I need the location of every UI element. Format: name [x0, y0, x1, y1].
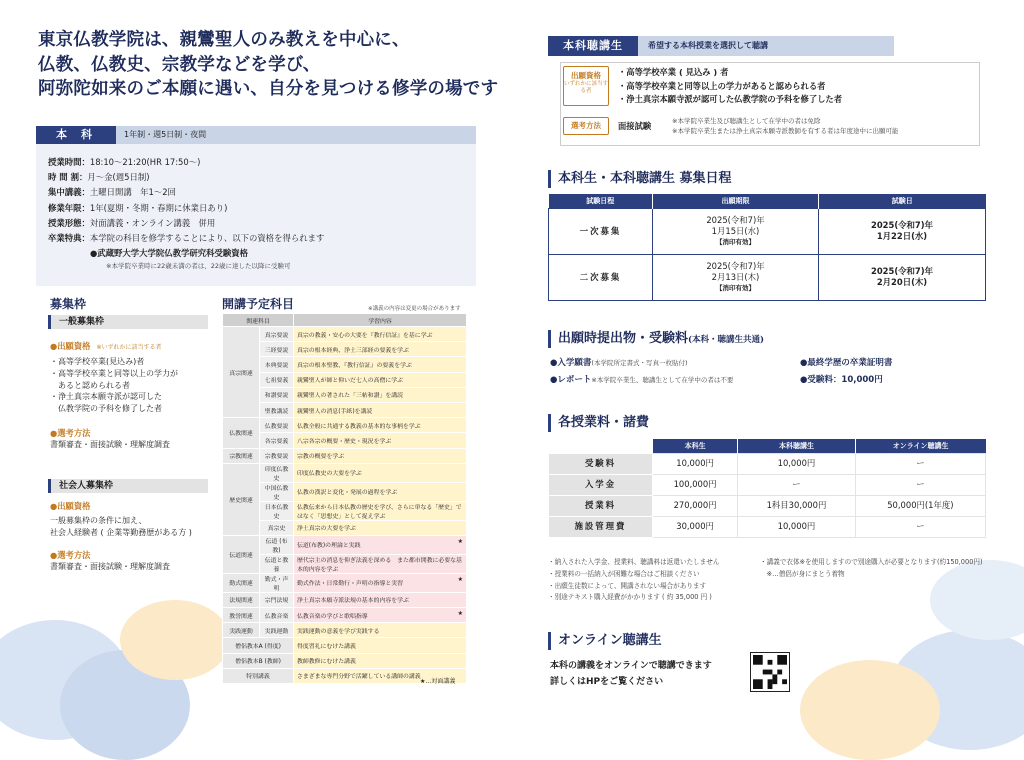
schedule-name: 二次募集 — [549, 254, 653, 300]
fees-title: 各授業料・諸費 — [548, 414, 649, 432]
course-description — [294, 387, 467, 402]
schedule-header: 出願期限 — [653, 194, 819, 208]
course-row — [223, 501, 467, 520]
course-description-text: 仏教の漢訳と変化・発展の過程を学ぶ — [297, 490, 398, 497]
course-subject: 真宗史 — [260, 520, 294, 535]
course-row — [223, 433, 467, 448]
course-description-text: 真宗の教義・安心の大要を『教行信証』を基に学ぶ — [297, 332, 433, 339]
course-description — [294, 433, 467, 448]
schedule-header-row — [549, 194, 986, 208]
course-description-text: 印度仏教史の大要を学ぶ — [297, 471, 362, 478]
deadline-date: 1月15日(水) — [711, 225, 760, 236]
fees-value: ー — [738, 474, 856, 495]
course-description-text: 仏教音楽の学びと歌唱指導 — [297, 613, 368, 620]
course-description-text: 実践運動の意義を学び実践する — [297, 628, 380, 635]
courses-header: 関連科目 — [223, 314, 294, 327]
general-method: 書類審査・面接試験・理解度調査 — [50, 439, 170, 449]
schedule-exam-date — [819, 254, 986, 300]
honka-row: 時 間 割：月〜金(週5日制) — [48, 172, 150, 183]
course-row — [223, 573, 467, 592]
boshu-title: 募集枠 — [50, 297, 87, 311]
submission-item — [550, 356, 688, 368]
choukou-subtitle: 希望する本科授業を選択して聴講 — [648, 41, 768, 50]
course-subject: 実践運動 — [260, 623, 294, 638]
honka-row: 集中講義：土曜日開講 年1〜2回 — [48, 187, 176, 198]
course-description — [294, 501, 467, 520]
choukou-method-note: ※本学院卒業生または浄土真宗本願寺派教師を有する者は年度途中に出願可能 — [672, 127, 899, 135]
course-description-text: 勤式作法・日常勤行・声明の指導と実習 — [297, 581, 404, 588]
course-subject: 仏教要説 — [260, 418, 294, 433]
social-req-2: 社会人経験者 ( 企業等勤務歴がある方 ) — [50, 527, 192, 537]
schedule-name: 一次募集 — [549, 208, 653, 254]
fees-label: 受験料 — [549, 453, 653, 474]
submission-item-label: ●入学願書 — [550, 358, 592, 368]
choukou-method-notes — [672, 116, 898, 136]
course-subject: 伝道と教養 — [260, 554, 294, 573]
hero-heading — [38, 28, 508, 102]
course-row — [223, 554, 467, 573]
fees-value: ー — [855, 474, 985, 495]
deadline-stamp: 【消印有効】 — [716, 283, 755, 292]
course-row — [223, 342, 467, 357]
deadline-year: 2025(令和7)年 — [706, 214, 765, 225]
schedule-header: 試験日 — [819, 194, 986, 208]
exam-date: 2月20日(木) — [876, 277, 928, 287]
exam-year: 2025(令和7)年 — [871, 220, 933, 230]
course-description: 得度習礼にむけた講義 — [294, 638, 467, 653]
course-description — [294, 357, 467, 372]
course-group: 教誉関連 — [223, 608, 260, 623]
course-description-text: 親鸞聖人の消息(手紙)を講読 — [297, 408, 373, 415]
schedule-header: 試験日程 — [549, 194, 653, 208]
choukou-req-item: ・浄土真宗本願寺派が認可した仏教学院の予科を修了した者 — [618, 94, 843, 104]
course-group: 勤式関連 — [223, 573, 260, 592]
course-description-text: 歴代宗主の消息を仰ぎ法義を深める また都市開教に必要な基本的内容を学ぶ — [297, 557, 462, 573]
submission-item-label: ●レポート — [550, 375, 592, 385]
exam-date: 1月22日(水) — [876, 231, 928, 241]
hero-line-2: 仏教、仏教史、宗教学などを学び、 — [38, 54, 321, 75]
honka-details — [48, 155, 324, 272]
course-subject: 印度仏教史 — [260, 463, 294, 482]
submission-item: ●最終学歴の卒業証明書 — [800, 358, 893, 368]
fees-value: 10,000円 — [738, 453, 856, 474]
course-subject: 僧侶教本B (教師) — [223, 653, 294, 668]
course-row — [223, 653, 467, 668]
social-method-label: ●選考方法 — [50, 549, 91, 560]
course-row — [223, 482, 467, 501]
honka-row: 修業年限：1年(夏期・冬期・春期に休業日あり) — [48, 202, 228, 213]
fees-value: 10,000円 — [653, 453, 738, 474]
schedule-title: 本科生・本科聴講生 募集日程 — [548, 170, 732, 188]
fees-header: オンライン聴講生 — [855, 439, 985, 453]
submission-title — [548, 330, 764, 348]
course-subject: 宗門法規 — [260, 592, 294, 607]
course-subject: 真宗要説 — [260, 327, 294, 342]
course-subject: 聖教講読 — [260, 402, 294, 417]
course-description-text: 真宗の根本経典、浄土三部経の要義を学ぶ — [297, 347, 409, 354]
course-subject: 僧侶教本A (得度) — [223, 638, 294, 653]
honka-row: 授業形態：対面講義・オンライン講義 併用 — [48, 217, 216, 228]
course-row — [223, 623, 467, 638]
course-subject: 中国仏教史 — [260, 482, 294, 501]
honka-row: 卒業特典：本学院の科目を修学することにより、以下の資格を得られます — [48, 233, 325, 244]
course-description — [294, 608, 467, 623]
course-group: 伝道関連 — [223, 535, 260, 573]
social-quota-heading: 社会人募集枠 — [48, 479, 208, 493]
deadline-date: 2月13日(木) — [711, 271, 760, 282]
course-description: さまざまな専門分野で活躍している講師の講義 — [294, 668, 467, 683]
courses-header: 学習内容 — [294, 314, 467, 327]
online-line: 本科の講義をオンラインで聴講できます — [550, 661, 712, 671]
course-description — [294, 482, 467, 501]
course-description-text: 浄土真宗本願寺派法規の基本的内容を学ぶ — [297, 598, 409, 605]
star-icon: ★ — [457, 610, 463, 618]
course-description — [294, 327, 467, 342]
schedule-deadline — [653, 254, 819, 300]
courses-table — [222, 313, 467, 684]
course-description-text: 仏教伝来から日本仏教の歴史を学び、さらに単なる「歴史」ではなく「思想史」として捉え学ぶ — [297, 504, 462, 520]
course-description — [294, 402, 467, 417]
course-subject: 本典要説 — [260, 357, 294, 372]
choukou-req-tag — [563, 66, 609, 106]
course-description-text: 仏教全般に共通する教義の基本的な事柄を学ぶ — [297, 423, 421, 430]
social-quota-body — [50, 500, 220, 572]
online-text — [550, 658, 712, 690]
course-subject: 仏教音楽 — [260, 608, 294, 623]
fees-notes-right — [760, 557, 983, 581]
course-description — [294, 520, 467, 535]
course-description — [294, 448, 467, 463]
course-row — [223, 387, 467, 402]
course-description-text: 伝道(布教)の理論と実践 — [297, 543, 361, 550]
fees-label: 施設管理費 — [549, 516, 653, 537]
course-subject: 特別講義 — [223, 668, 294, 683]
course-group: 真宗関連 — [223, 327, 260, 418]
fees-header: 本科生 — [653, 439, 738, 453]
course-row — [223, 402, 467, 417]
deadline-year: 2025(令和7)年 — [706, 260, 765, 271]
course-group: 法規関連 — [223, 592, 260, 607]
course-description — [294, 623, 467, 638]
choukou-req-tag-title: 出願資格 — [571, 71, 601, 80]
honka-row: 授業時間：18:10〜21:20(HR 17:50〜) — [48, 157, 201, 167]
fees-note: ・出願生徒数によって、開講されない場合があります — [548, 581, 707, 590]
honka-qualification: ●武蔵野大学大学院仏教学研究科受験資格 — [90, 248, 249, 259]
honka-note: ※本学院卒業時に22歳未満の者は、22歳に達した以降に受験可 — [106, 262, 291, 271]
course-row — [223, 638, 467, 653]
star-note: ★…対面講義 — [420, 678, 456, 685]
general-req-item: ・浄土真宗本願寺派が認可した — [50, 392, 162, 402]
course-subject: 伝道 (布教) — [260, 535, 294, 554]
general-req-item: ・高等学校卒業と同等以上の学力が — [50, 368, 178, 378]
hero-line-3: 阿弥陀如来のご本願に遇い、自分を見つける修学の場です — [38, 79, 499, 99]
course-subject: 三経要説 — [260, 342, 294, 357]
course-group: 実践運動 — [223, 623, 260, 638]
course-row — [223, 463, 467, 482]
cloud-decoration-right-2 — [800, 660, 940, 760]
course-row — [223, 608, 467, 623]
fees-value: 1科目30,000円 — [738, 495, 856, 516]
course-row — [223, 448, 467, 463]
course-subject: 宗教要説 — [260, 448, 294, 463]
social-req-1: 一般募集枠の条件に加え、 — [50, 516, 147, 525]
submission-title-main: 出願時提出物・受験料 — [558, 331, 689, 346]
course-row — [223, 372, 467, 387]
choukou-method: 面接試験 — [618, 121, 652, 131]
course-description-text: 親鸞聖人が師と仰いだ七人の高僧に学ぶ — [297, 378, 404, 385]
fees-row — [549, 453, 986, 474]
schedule-row — [549, 208, 986, 254]
star-icon: ★ — [457, 537, 463, 545]
course-description — [294, 372, 467, 387]
courses-title: 開講予定科目 — [222, 297, 295, 311]
course-subject: 各宗要義 — [260, 433, 294, 448]
course-row — [223, 592, 467, 607]
course-subject: 勤式・声明 — [260, 573, 294, 592]
online-title: オンライン聴講生 — [548, 632, 662, 650]
fees-note: ・講義で衣体※を使用しますので別途購入が必要となります(約150,000円) — [760, 558, 983, 566]
submission-item — [550, 373, 733, 385]
fees-value: 50,000円(1年度) — [855, 495, 985, 516]
online-line: 詳しくはHPをご覧ください — [550, 677, 664, 687]
choukou-req-tag-sub: いずれかに該当する者 — [564, 81, 609, 94]
course-subject: 和讃要説 — [260, 387, 294, 402]
fees-notes-left — [548, 557, 719, 604]
fees-value: ー — [855, 453, 985, 474]
choukou-method-tag: 選考方法 — [563, 117, 609, 135]
submission-title-sub: (本科・聴講生共通) — [688, 335, 765, 345]
qr-code[interactable] — [750, 652, 790, 692]
choukou-method-note: ※本学院卒業生及び聴講生として在学中の者は免除 — [672, 117, 821, 125]
cloud-decoration-left-3 — [120, 600, 230, 680]
course-description-text: 宗教の概要を学ぶ — [297, 454, 345, 461]
course-description-text: 真宗の根本聖教、『教行信証』の要義を学ぶ — [297, 362, 412, 369]
submission-item-note: ※本学院卒業生、聴講生として在学中の者は不要 — [591, 376, 734, 384]
course-description — [294, 342, 467, 357]
fees-value: 100,000円 — [653, 474, 738, 495]
course-row — [223, 357, 467, 372]
schedule-deadline — [653, 208, 819, 254]
course-group: 歴史関連 — [223, 463, 260, 535]
courses-note: ※講義の内容は変更の場合があります — [368, 306, 461, 312]
general-req-label: ●出願資格 — [50, 341, 91, 351]
course-group: 宗教関連 — [223, 448, 260, 463]
general-req-item: あると認められる者 — [50, 380, 130, 390]
honka-subtitle: 1年制・週5日制・夜間 — [124, 130, 207, 139]
fees-note: ※…僧侶が身にまとう着物 — [760, 569, 845, 578]
course-description — [294, 535, 467, 554]
general-quota-body — [50, 334, 210, 451]
honka-label: 本科 — [36, 126, 116, 144]
schedule-table — [548, 194, 986, 301]
course-description-text: 親鸞聖人の著された「三帖和讃」を講読 — [297, 393, 404, 400]
submission-item: ●受験料：10,000円 — [800, 375, 883, 385]
schedule-row — [549, 254, 986, 300]
fees-row — [549, 474, 986, 495]
schedule-exam-date — [819, 208, 986, 254]
choukou-reqs — [618, 66, 842, 107]
fees-value: ー — [855, 516, 985, 537]
hero-line-1: 東京仏教学院は、親鸞聖人のみ教えを中心に、 — [38, 30, 410, 50]
fees-value: 10,000円 — [738, 516, 856, 537]
fees-note: ・納入された入学金、授業料、聴講料は返還いたしません — [548, 558, 720, 566]
choukou-req-item: ・高等学校卒業 ( 見込み ) 者 — [618, 67, 729, 77]
course-row — [223, 520, 467, 535]
qr-code-icon — [753, 655, 787, 689]
social-method: 書類審査・面接試験・理解度調査 — [50, 561, 170, 571]
course-subject: 日本仏教史 — [260, 501, 294, 520]
fees-label: 入学金 — [549, 474, 653, 495]
courses-header-row — [223, 314, 467, 327]
star-icon: ★ — [457, 575, 463, 583]
fees-header — [549, 439, 653, 453]
course-description — [294, 573, 467, 592]
general-req-note: ※いずれかに該当する者 — [96, 344, 162, 351]
course-row — [223, 535, 467, 554]
choukou-label: 本科聴講生 — [548, 36, 638, 56]
social-req-label: ●出願資格 — [50, 501, 91, 511]
course-description — [294, 463, 467, 482]
course-row — [223, 418, 467, 433]
course-row — [223, 327, 467, 342]
choukou-req-item: ・高等学校卒業と同等以上の学力があると認められる者 — [618, 80, 826, 91]
deadline-stamp: 【消印有効】 — [716, 237, 755, 246]
course-description-text: 浄土真宗の大要を学ぶ — [297, 526, 356, 533]
fees-table — [548, 439, 986, 538]
fees-value: 30,000円 — [653, 516, 738, 537]
general-req-item: ・高等学校卒業(見込み)者 — [50, 357, 145, 366]
general-req-item: 仏教学院の予科を修了した者 — [50, 404, 162, 414]
fees-row — [549, 516, 986, 537]
submission-item-note: (本学院所定書式・写真一枚貼付) — [591, 359, 688, 367]
fees-row — [549, 495, 986, 516]
course-description: 教師教修にむけた講義 — [294, 653, 467, 668]
fees-header-row — [549, 439, 986, 453]
fees-value: 270,000円 — [653, 495, 738, 516]
general-quota-heading: 一般募集枠 — [48, 315, 208, 329]
course-description-text: 八宗各宗の概要・歴史・現況を学ぶ — [297, 438, 392, 445]
course-description — [294, 418, 467, 433]
exam-year: 2025(令和7)年 — [871, 266, 933, 276]
fees-note: ・授業料の一括納入が困難な場合はご相談ください — [548, 569, 700, 578]
course-group: 仏教関連 — [223, 418, 260, 448]
course-subject: 七祖要義 — [260, 372, 294, 387]
course-description — [294, 592, 467, 607]
fees-note: ・別途テキスト購入経費がかかります ( 約 35,000 円 ) — [548, 593, 712, 602]
fees-header: 本科聴講生 — [738, 439, 856, 453]
general-method-label: ●選考方法 — [50, 427, 91, 438]
course-description — [294, 554, 467, 573]
fees-label: 授業料 — [549, 495, 653, 516]
